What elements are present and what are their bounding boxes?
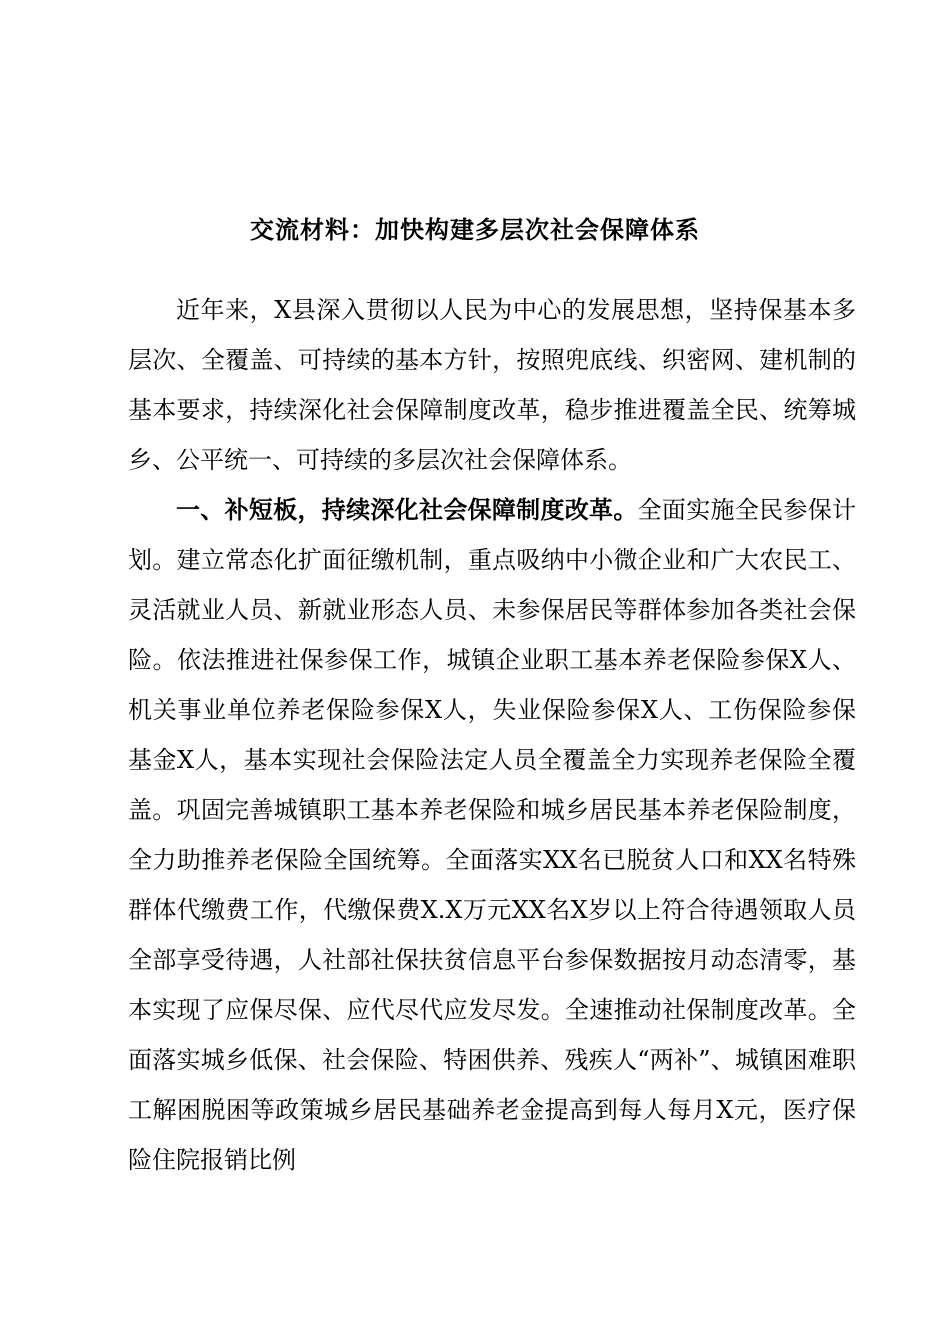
intro-paragraph: 近年来，X县深入贯彻以人民为中心的发展思想，坚持保基本多层次、全覆盖、可持续的基本方针，按照兜底线、织密网、建机制的基本要求，持续深化社会保障制度改革，稳步推进覆盖全民、统筹城乡、公平统一、可持续的多层次社会保障体系。 [128,296,856,474]
section-1-body: 全面实施全民参保计划。建立常态化扩面征缴机制，重点吸纳中小微企业和广大农民工、灵活就业人员、新就业形态人员、未参保居民等群体参加各类社会保险。依法推进社保参保工作，城镇企业职工基本养老保险参保X人、机关事业单位养老保险参保X人，失业保险参保X人、工伤保险参保基金X人，基本实现社会保险法定人员全覆盖全力实现养老保险全覆盖。巩固完善城镇职工基本养老保险和城乡居民基本养老保险制度，全力助推养老保险全国统筹。全面落实XX名已脱贫人口和XX名特殊群体代缴费工作，代缴保费X.X万元XX名X岁以上符合待遇领取人员全部享受待遇，人社部社保扶贫信息平台参保数据按月动态清零，基本实现了应保尽保、应代尽代应发尽发。全速推动社保制度改革。全面落实城乡低保、社会保险、特困供养、残疾人“两补”、城镇困难职工解困脱困等政策城乡居民基础养老金提高到每人每月X元，医疗保险住院报销比例 [128,496,857,1174]
section-1-paragraph [128,485,856,1185]
document-title: 交流材料：加快构建多层次社会保障体系 [250,215,700,244]
section-1-heading: 一、补短板，持续深化社会保障制度改革。 [176,495,638,524]
document-body [128,285,856,1185]
